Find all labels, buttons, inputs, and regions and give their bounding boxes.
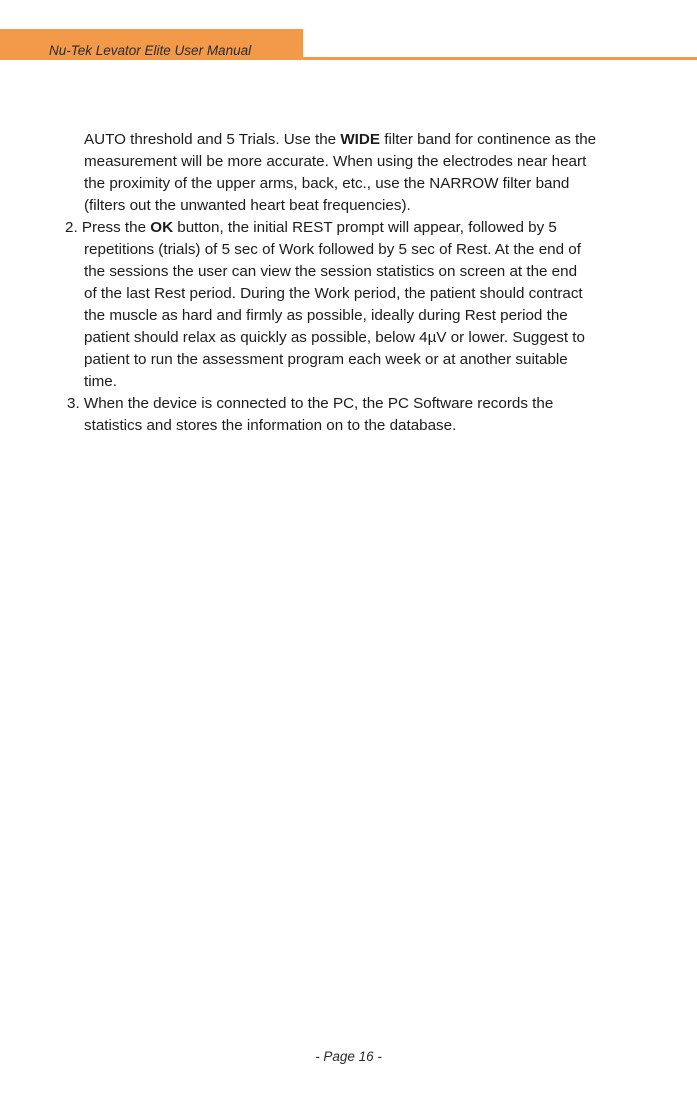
text-run: filter band for continence as the (380, 131, 597, 148)
header-title: Nu-Tek Levator Elite User Manual (49, 43, 252, 58)
text-line: the proximity of the upper arms, back, etc., use the NARROW filter band (84, 175, 570, 192)
text-line: of the last Rest period. During the Work period, the patient should contract (84, 285, 583, 302)
text-run: 2. Press the (65, 219, 151, 236)
page-number: - Page 16 - (315, 1049, 382, 1064)
text-run: button, the initial REST prompt will appear, followed by 5 (173, 219, 557, 236)
text-run: AUTO threshold and 5 Trials. Use the (84, 131, 341, 148)
text-line: statistics and stores the information on to the database. (84, 417, 457, 434)
text-line: the sessions the user can view the session statistics on screen at the end (84, 263, 578, 280)
text-line: time. (84, 373, 117, 390)
header-rule (303, 57, 697, 60)
text-line: patient should relax as quickly as possible, below 4µV or lower. Suggest to (84, 329, 585, 346)
list-item-2 (0, 217, 697, 239)
manual-content (0, 129, 697, 437)
text-line: the muscle as hard and firmly as possible, ideally during Rest period the (84, 307, 568, 324)
text-line (0, 129, 697, 151)
text-line: (filters out the unwanted heart beat frequencies). (84, 197, 411, 214)
text-line: repetitions (trials) of 5 sec of Work followed by 5 sec of Rest. At the end of (84, 241, 581, 258)
list-item-3: 3. When the device is connected to the PC, the PC Software records the (67, 395, 554, 412)
bold-term-wide: WIDE (340, 131, 380, 148)
bold-term-ok: OK (150, 219, 174, 236)
text-line: measurement will be more accurate. When using the electrodes near heart (84, 153, 587, 170)
text-line: patient to run the assessment program each week or at another suitable (84, 351, 568, 368)
